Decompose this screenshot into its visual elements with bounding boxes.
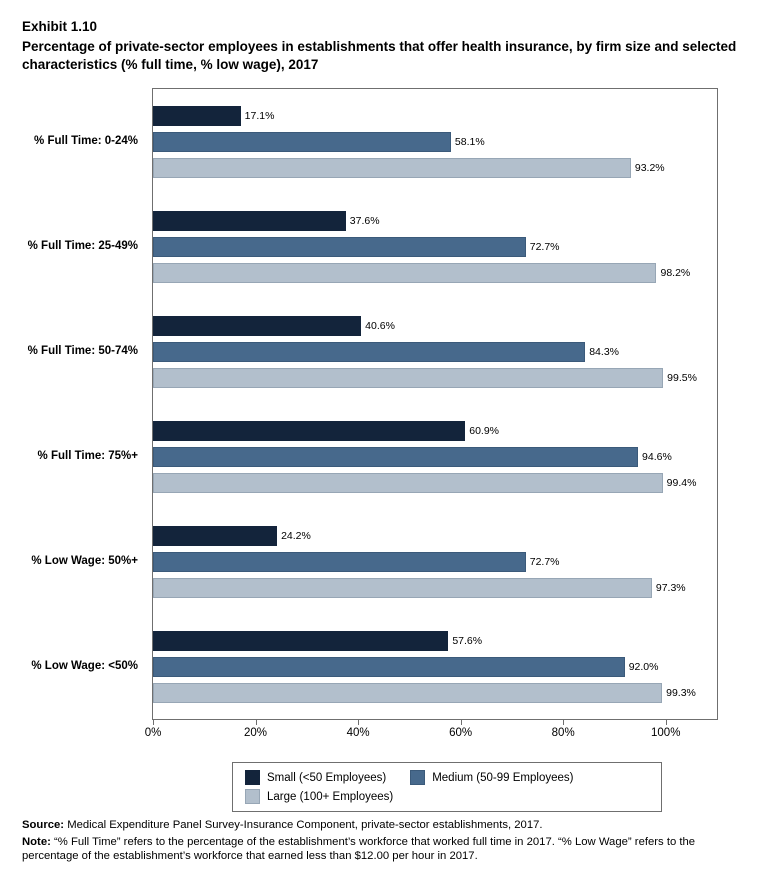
bar-row [153,657,717,677]
legend-swatch-icon [245,789,260,804]
bar-row [153,132,717,152]
bar-row [153,237,717,257]
bar-row [153,421,717,441]
x-axis-tick [666,720,667,725]
bar-row [153,211,717,231]
x-axis-tick-label: 80% [551,727,575,739]
exhibit-number: Exhibit 1.10 [22,19,98,34]
bar [153,158,631,178]
bar-value-label: 84.3% [589,345,619,358]
bar [153,368,663,388]
x-axis-tick-label: 40% [346,727,370,739]
x-axis-tick-label: 100% [651,727,681,739]
bar-value-label: 60.9% [469,424,500,437]
note [22,835,742,864]
source-text: Medical Expenditure Panel Survey-Insurance Component, private-sector establishments, 2017. [64,819,543,831]
source-label: Source: [22,819,65,831]
bar-row [153,631,717,651]
page-title: Percentage of private-sector employees in establishments that offer health insurance, by firm size and selected characteristics (% full time, % low wage), 2017 [22,39,737,72]
category-label: % Low Wage: 50%+ [31,554,138,567]
legend-row [245,789,651,804]
bar-value-label: 97.3% [655,581,686,594]
x-axis-tick [256,720,257,725]
bar-row [153,526,717,546]
bar [153,342,585,362]
bar-row [153,316,717,336]
bar [153,447,638,467]
x-axis-tick [563,720,564,725]
category-label: % Full Time: 0-24% [34,134,138,147]
bar [153,526,277,546]
bar-value-label: 37.6% [349,214,380,227]
category-label: % Full Time: 50-74% [27,344,138,357]
bar [153,631,448,651]
bar-value-label: 17.1% [244,109,275,122]
legend-swatch-icon [245,770,260,785]
legend-label: Large (100+ Employees) [267,790,394,803]
bar-value-label: 72.7% [529,240,560,253]
legend-item-large [245,789,393,804]
bar-value-label: 94.6% [642,450,672,463]
category-axis-labels [0,88,146,720]
legend-row [245,770,651,785]
bar [153,683,662,703]
source-note [22,818,742,833]
bar-value-label: 58.1% [454,135,485,148]
bar [153,132,451,152]
x-axis [144,720,718,746]
bar [153,237,526,257]
footnotes [22,818,742,864]
bar-value-label: 40.6% [365,319,395,332]
x-axis-tick [358,720,359,725]
bar-row [153,552,717,572]
bar-row [153,368,717,388]
bar-row [153,158,717,178]
bar [153,578,652,598]
bar [153,421,465,441]
bar-value-label: 92.0% [628,660,659,673]
bar-row [153,683,717,703]
bar [153,106,241,126]
bar-value-label: 72.7% [529,555,560,568]
bar-row [153,106,717,126]
plot-inner [153,89,717,719]
bar-value-label: 99.5% [667,371,697,384]
bar-row [153,263,717,283]
bar [153,473,663,493]
plot-area [152,88,718,720]
bar-value-label: 98.2% [660,266,691,279]
bar-value-label: 24.2% [281,529,311,542]
x-axis-tick [153,720,154,725]
bar-row [153,578,717,598]
category-label: % Full Time: 25-49% [27,239,138,252]
x-axis-tick-label: 20% [244,727,268,739]
category-label: % Low Wage: <50% [31,659,138,672]
legend-item-small [245,770,386,785]
legend-label: Small (<50 Employees) [267,771,387,784]
bar [153,316,361,336]
legend-item-medium [410,770,573,785]
bar-value-label: 57.6% [452,634,483,647]
bar-row [153,447,717,467]
bar [153,552,526,572]
bar-value-label: 93.2% [634,161,665,174]
chart-legend [232,762,662,812]
x-axis-tick-label: 60% [449,727,473,739]
note-label: Note: [22,835,51,848]
x-axis-tick [461,720,462,725]
bar [153,211,346,231]
title-block [22,18,738,74]
bar-value-label: 99.3% [666,686,696,699]
bar [153,657,625,677]
category-label: % Full Time: 75%+ [37,449,138,462]
x-axis-tick-label: 0% [144,727,162,739]
legend-label: Medium (50-99 Employees) [432,771,574,784]
bar-row [153,342,717,362]
bar-value-label: 99.4% [666,476,697,489]
legend-swatch-icon [410,770,425,785]
bar [153,263,656,283]
bar-row [153,473,717,493]
note-text: “% Full Time” refers to the percentage of the establishment’s workforce that worked full time in 2017. “% Low Wage” refers to the percentage of the establishment’s workforce that earned less than $12.00 per hour in 2017. [22,835,696,862]
